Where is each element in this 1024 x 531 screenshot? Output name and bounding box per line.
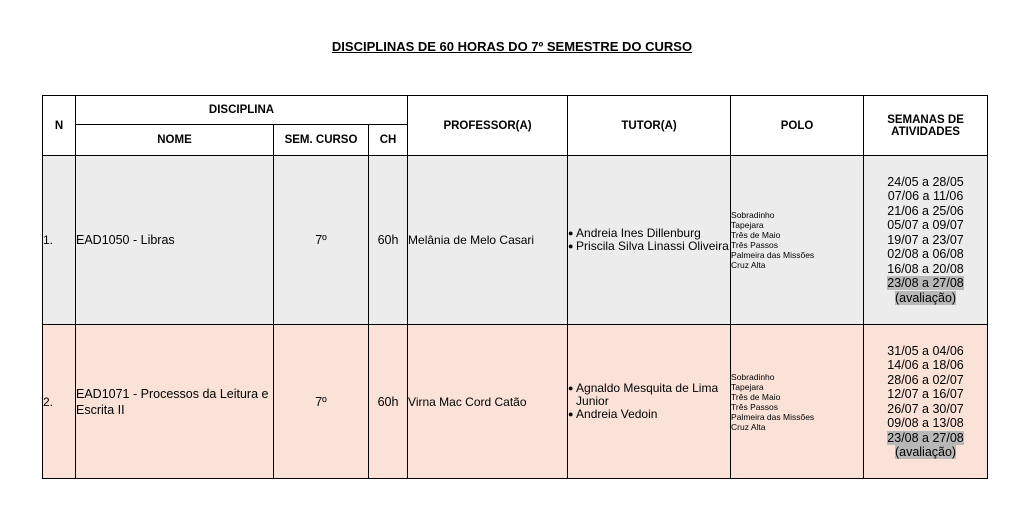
weeks-cell [864,325,988,479]
polo-item: Três de Maio [731,230,781,240]
week-item: 02/08 a 06/08 [887,247,964,262]
page-title: DISCIPLINAS DE 60 HORAS DO 7º SEMESTRE DO CURSO [331,39,693,54]
polos-cell [731,156,864,325]
week-item: 28/06 a 02/07 [887,372,964,387]
polo-item: Três de Maio [731,391,781,402]
polo-item: Três Passos [731,401,778,412]
header-nome: NOME [76,125,274,156]
workload: 60h [369,156,408,325]
header-n: N [43,96,76,156]
week-item: 05/07 a 09/07 [887,218,964,233]
week-item: 14/06 a 18/06 [887,358,964,372]
polo-item: Cruz Alta [731,421,766,432]
week-item: 16/08 a 20/08 [887,261,964,276]
professor: Virna Mac Cord Catão [408,325,568,479]
table-body [43,156,988,479]
polo-item: Três Passos [731,240,778,250]
tutors-cell [568,325,731,479]
evaluation-week: 23/08 a 27/08 [887,276,964,291]
tutor-item: ● Agnaldo Mesquita de Lima Junior [568,382,730,408]
evaluation-week: 23/08 a 27/08 [887,430,964,445]
week-item: 26/07 a 30/07 [887,401,964,416]
tutors-cell [568,156,731,325]
evaluation-label: (avaliação) [894,290,957,305]
week-item: 09/08 a 13/08 [887,416,964,430]
polo-item: Tapejara [731,220,764,230]
table-row [43,156,988,325]
semester: 7º [274,156,369,325]
header-sem-curso: SEM. CURSO [274,125,369,156]
header-semanas: SEMANAS DE ATIVIDADES [864,96,988,156]
week-item: 19/07 a 23/07 [887,232,964,247]
week-item: 07/06 a 11/06 [887,189,964,204]
week-item: 12/07 a 16/07 [887,387,964,401]
course-name: EAD1071 - Processos da Leitura e Escrita II [76,325,274,479]
polo-item: Sobradinho [731,371,775,382]
week-item: 31/05 a 04/06 [887,343,964,358]
course-name: EAD1050 - Libras [76,156,274,325]
evaluation-label: (avaliação) [894,445,957,459]
tutor-item: ● Andreia Ines Dillenburg [568,227,730,240]
polo-item: Tapejara [731,381,764,392]
polos-cell [731,325,864,479]
semester: 7º [274,325,369,479]
week-item: 21/06 a 25/06 [887,203,964,218]
row-number: 1. [43,156,76,325]
table-row [43,325,988,479]
professor: Melânia de Melo Casari [408,156,568,325]
workload: 60h [369,325,408,479]
tutor-item: ● Priscila Silva Linassi Oliveira [568,240,730,253]
polo-item: Sobradinho [731,210,775,220]
header-tutor: TUTOR(A) [568,96,731,156]
weeks-cell [864,156,988,325]
header-polo: POLO [731,96,864,156]
week-item: 24/05 a 28/05 [887,174,964,189]
header-professor: PROFESSOR(A) [408,96,568,156]
tutor-item: ● Andreia Vedoin [568,408,730,421]
polo-item: Cruz Alta [731,260,766,270]
disciplines-table [42,95,988,479]
header-ch: CH [369,125,408,156]
polo-item: Palmeira das Missões [731,411,815,422]
polo-item: Palmeira das Missões [731,250,815,260]
header-disciplina: DISCIPLINA [76,96,408,125]
row-number: 2. [43,325,76,479]
